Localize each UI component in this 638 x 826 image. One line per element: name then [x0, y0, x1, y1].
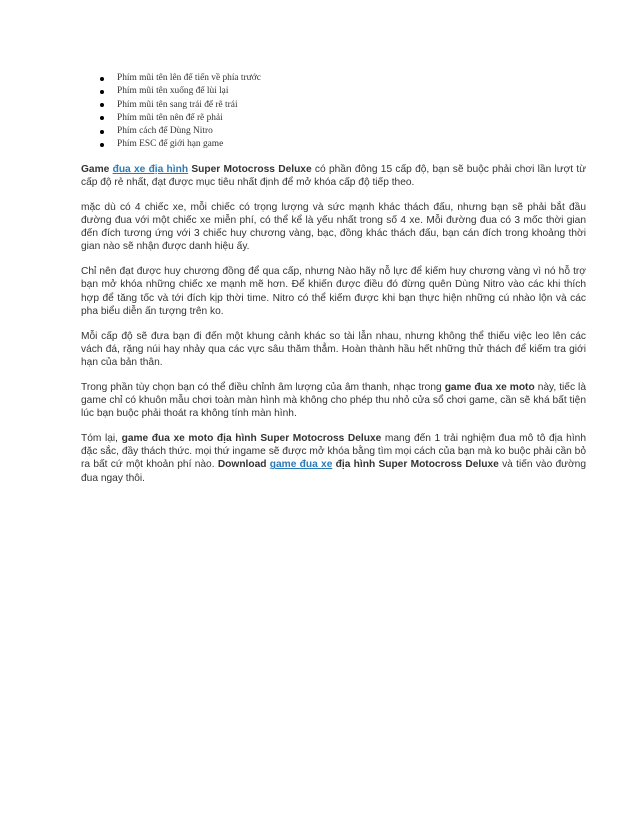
options-paragraph [81, 381, 586, 420]
text-bold: game đua xe moto [444, 382, 535, 393]
list-item: Phím ESC để giới hạn game [100, 138, 586, 151]
medals-paragraph: Chỉ nên đạt được huy chương đồng để qua cấp, nhưng Nào hãy nỗ lực để kiếm huy chương vàng vì nó hỗ trợ bạn mở khóa những chiếc xe mạnh mẽ hơn. Để khiến được điều đó đừng quên Dùng Nitro vào các khi thích hợp để tăng tốc và tới đích kịp thời time. Nitro có thể kiếm được khi bạn thực hiện những cú nhào lộn và các pha biểu diễn ấn tượng trên ko. [81, 266, 586, 317]
text: Tóm lại, [81, 433, 122, 445]
vehicles-paragraph: mặc dù có 4 chiếc xe, mỗi chiếc có trọng lượng và sức mạnh khác thách đấu, nhưng bạn sẽ phải bắt đầu đường đua với một chiếc xe miễn phí, có thể kể là yếu nhất trong số 4 xe. Mỗi đường đua có 3 mốc thời gian đến đích tương ứng với 3 chiếc huy chương vàng, bạc, đồng khác thách đấu, bạn cán đích trong khoảng thời gian nào sẽ nhận được danh hiệu ấy. [81, 201, 586, 253]
list-item: Phím mũi tên nên để rẽ phải [100, 112, 586, 125]
text-bold: game đua xe moto địa hình Super Motocross Deluxe [121, 433, 382, 445]
text-bold: Game [81, 163, 113, 175]
summary-paragraph [81, 432, 586, 484]
list-item: Phím mũi tên xuống để lùi lại [100, 85, 586, 98]
list-item: Phím mũi tên sang trái để rẽ trái [100, 99, 586, 112]
text: và tiến vào đường đua ngay thôi. [81, 459, 587, 484]
text: có phần đông 15 cấp độ, bạn sẽ buộc phải chơi lần lượt từ cấp độ rẻ nhất, đạt được mục tiêu nhất định để mở khóa cấp độ tiếp theo. [81, 163, 587, 188]
intro-paragraph [81, 163, 586, 189]
controls-list [81, 72, 586, 152]
text: này, tiếc là game chỉ có khuôn mẫu chơi toàn màn hình mà không cho phép thu nhỏ cửa sổ chơi game, cần sẽ khá bất tiện lúc bạn buộc phải thoát ra không tính màn hình. [81, 382, 586, 420]
text: mang đến 1 trải nghiệm đua mô tô địa hình đặc sắc, đầy thách thức. mọi thứ ingame sẽ được mở khóa bằng tìm mọi cách của bạn mà ko buộc phải cần bỏ ra bất cứ một khoản phí nào. [81, 433, 586, 471]
levels-paragraph: Mỗi cấp độ sẽ đưa bạn đi đến một khung cảnh khác so tài lẫn nhau, nhưng không thể thiếu việc leo lên các vách đá, rặng núi hay nhảy qua các vực sâu thăm thẳm. Hoàn thành hầu hết những thử thách để kiếm tra giới hạn của bản thân. [81, 330, 586, 368]
text: Trong phần tùy chọn bạn có thể điều chỉnh âm lượng của âm thanh, nhạc trong [81, 382, 445, 393]
list-item: Phím cách để Dùng Nitro [100, 125, 586, 138]
link-game-dua-xe[interactable]: game đua xe [269, 459, 333, 471]
text-bold: Super Motocross Deluxe [188, 163, 312, 175]
link-dua-xe-dia-hinh[interactable]: đua xe địa hình [112, 163, 189, 175]
text-bold: Download [217, 459, 270, 471]
text-bold: địa hình Super Motocross Deluxe [332, 459, 499, 471]
list-item: Phím mũi tên lên để tiến về phía trước [100, 72, 586, 85]
